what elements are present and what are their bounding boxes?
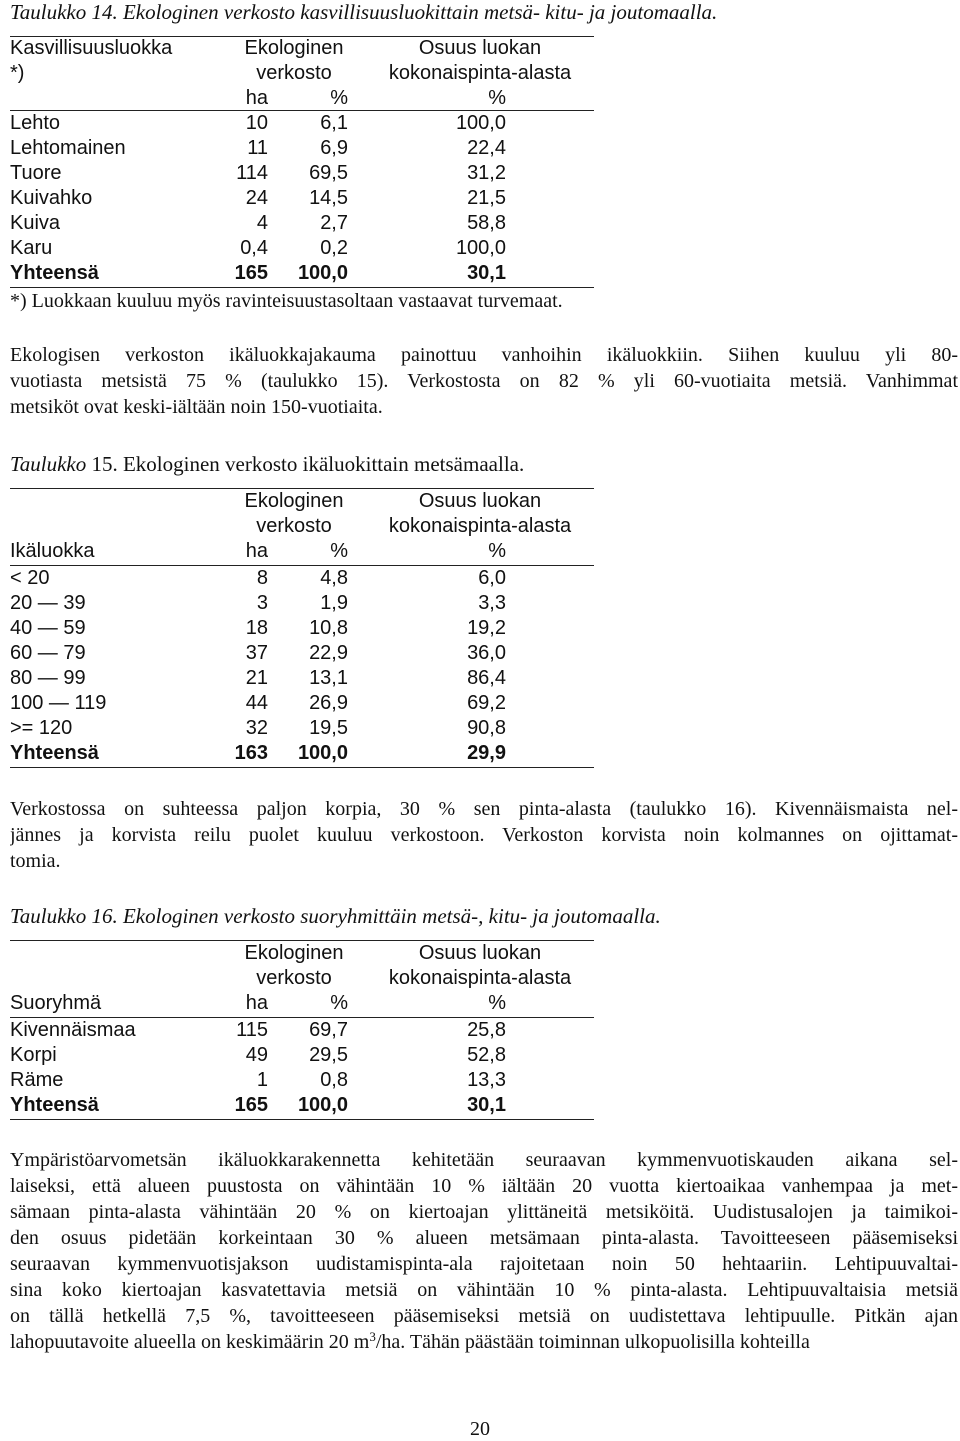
paragraph1-line: vuotiasta metsistä 75 % (taulukko 15). Verkostosta on 82 % yli 60-vuotiaita metsiä. Vanhimmat [10,370,958,392]
table14-cell-ha: 114 [236,162,268,184]
superscript-3: 3 [369,1329,376,1344]
table15-total-ha: 163 [234,742,268,764]
table14-row [10,136,594,161]
table14-caption [10,0,717,24]
table14-row-label: Tuore [10,162,62,184]
table15-osuus-header: Osuus luokan [418,490,542,512]
table15-row-label: 100 — 119 [10,692,107,714]
table15-unit-osuus: % [488,540,506,562]
table14-osuus-header: Osuus luokan [418,37,542,59]
table14-total-pct: 100,0 [297,262,348,284]
table15-row-label: < 20 [10,567,50,589]
table16-cell-osuus: 13,3 [467,1069,506,1091]
table15-row-label: 20 — 39 [10,592,86,614]
table16-cell-osuus: 25,8 [467,1019,506,1041]
paragraph3-line: seuraavan kymmenvuotisjakson uudistamispinta-ala rajoitetaan noin 50 hehtaariin. Lehtipuuvaltai- [10,1253,958,1275]
table15-cell-ha: 37 [245,642,268,664]
table16-row [10,1043,594,1068]
table16-unit-osuus: % [488,992,506,1014]
table15-row [10,641,594,666]
table15-cell-pct: 22,9 [309,642,348,664]
table15-unit-row [10,539,594,564]
table16-caption [10,904,661,928]
table15-caption [10,452,524,476]
table14-cell-osuus: 58,8 [467,212,506,234]
table14-cell-pct: 6,9 [320,137,348,159]
table15-cell-osuus: 86,4 [467,667,506,689]
table15-cell-osuus: 19,2 [467,617,506,639]
page-number: 20 [470,1418,490,1440]
table15-row [10,691,594,716]
table14-cell-osuus: 100,0 [455,112,506,134]
table14-row [10,186,594,211]
table15-row-label: 60 — 79 [10,642,86,664]
paragraph-peatland-share [10,796,958,874]
paragraph3-line: Ympäristöarvometsän ikäluokkarakennetta kehitetään seuraavan kymmenvuotiskauden aikana sel- [10,1149,958,1171]
table14-col0-footnote-mark: *) [10,62,25,84]
table14-cell-ha: 4 [256,212,268,234]
table15-row [10,591,594,616]
table14-cell-ha: 10 [245,112,268,134]
table15-cell-pct: 1,9 [320,592,348,614]
table16-row-label: Kivennäismaa [10,1019,136,1041]
table16-total-ha: 165 [234,1094,268,1116]
table16-label: Taulukko 16. [10,904,118,928]
table16-total-row [10,1093,594,1118]
table15-unit-ha: ha [245,540,268,562]
table16-total-pct: 100,0 [297,1094,348,1116]
table14-bottom-rule [10,287,594,288]
table15 [10,488,594,768]
table14-row [10,211,594,236]
table15-cell-osuus: 69,2 [467,692,506,714]
table16-unit-pct: % [330,992,348,1014]
table14-cell-osuus: 31,2 [467,162,506,184]
table14-cell-osuus: 100,0 [455,237,506,259]
paragraph1-line: Ekologisen verkoston ikäluokkajakauma painottuu vanhoihin ikäluokkiin. Siihen kuuluu yli 80- [10,344,958,366]
paragraph3-last-after: /ha. Tähän päästään toiminnan ulkopuolisilla kohteilla [375,1331,810,1353]
table14-cell-ha: 24 [245,187,268,209]
table15-cell-ha: 8 [256,567,268,589]
table15-total-label: Yhteensä [10,742,99,764]
table16-total-label: Yhteensä [10,1094,99,1116]
table16-header-row2 [10,966,594,991]
table14-row-label: Kuivahko [10,187,93,209]
table15-cell-pct: 13,1 [309,667,348,689]
table16-cell-pct: 0,8 [320,1069,348,1091]
table14-row-label: Kuiva [10,212,61,234]
paragraph3-line: laiseksi, että alueen puustosta on vähintään 10 % iältään 20 vuotta kiertoaikaa vanhempaa ja met- [10,1175,958,1197]
table15-row-label: 80 — 99 [10,667,86,689]
paragraph1-line: metsiköt ovat keski-iältään noin 150-vuotiaita. [10,396,383,418]
table16-cell-pct: 29,5 [309,1044,348,1066]
table15-cell-ha: 18 [245,617,268,639]
paragraph3-last-line [10,1329,958,1355]
table16-eko-header2: verkosto [256,967,332,989]
table15-cell-pct: 19,5 [309,717,348,739]
table16-unit-row [10,991,594,1016]
table16-cell-osuus: 52,8 [467,1044,506,1066]
table14-cell-pct: 14,5 [309,187,348,209]
table15-osuus-header2: kokonaispinta-alasta [388,515,572,537]
table16-unit-ha: ha [245,992,268,1014]
paragraph3-line: sämaan pinta-alasta vähintään 20 % on kiertoajan ylittäneitä metsiköitä. Uudistusalojen ja taimikoi- [10,1201,958,1223]
table14-unit-row [10,86,594,111]
table16-cell-pct: 69,7 [309,1019,348,1041]
table15-cell-osuus: 3,3 [478,592,506,614]
table15-cell-ha: 21 [245,667,268,689]
paragraph3-line: sina koko kiertoajan kasvatettavia metsiä on vähintään 10 % pinta-alasta. Lehtipuuvaltaisia metsiä [10,1279,958,1301]
table16-total-osuus: 30,1 [467,1094,506,1116]
table16-row [10,1018,594,1043]
table14-row-label: Lehto [10,112,61,134]
table14-cell-ha: 0,4 [240,237,268,259]
table16-cell-ha: 1 [256,1069,268,1091]
paragraph-age-distribution [10,342,958,420]
paragraph3-line: den osuus pidetään korkeintaan 30 % alueen metsämaan pinta-alasta. Tavoitteeseen pääsemiseksi [10,1227,958,1249]
table16-col0-header: Suoryhmä [10,992,102,1014]
table14-eko-header2: verkosto [256,62,332,84]
table14-row [10,236,594,261]
table15-cell-ha: 44 [245,692,268,714]
table14-cell-pct: 2,7 [320,212,348,234]
table16-row [10,1068,594,1093]
table14-cell-osuus: 21,5 [467,187,506,209]
table14-cell-ha: 11 [247,137,268,159]
table15-row [10,616,594,641]
table15-row-label: >= 120 [10,717,73,739]
table15-eko-header: Ekologinen [244,490,344,512]
table15-row [10,666,594,691]
table14-header-row1 [10,36,594,61]
table14-row [10,111,594,136]
table16 [10,940,594,1120]
table14-cell-pct: 6,1 [320,112,348,134]
table16-header-row1 [10,941,594,966]
table16-row-label: Räme [10,1069,64,1091]
table15-cell-osuus: 36,0 [467,642,506,664]
table15-header-row2 [10,514,594,539]
table15-cell-osuus: 90,8 [467,717,506,739]
table15-cell-pct: 4,8 [320,567,348,589]
table14-total-label: Yhteensä [10,262,99,284]
table15-label: Taulukko [10,452,87,476]
table16-cell-ha: 115 [236,1019,268,1041]
table14-eko-header: Ekologinen [244,37,344,59]
table16-osuus-header2: kokonaispinta-alasta [388,967,572,989]
table14-footnote: *) Luokkaan kuuluu myös ravinteisuustasoltaan vastaavat turvemaat. [10,290,563,312]
table15-eko-header2: verkosto [256,515,332,537]
table14-col0-header: Kasvillisuusluokka [10,37,173,59]
table15-cell-pct: 10,8 [309,617,348,639]
table15-cell-ha: 3 [256,592,268,614]
table15-cell-pct: 26,9 [309,692,348,714]
table15-header-row1 [10,489,594,514]
paragraph3-last-text: lahopuutavoite alueella on keskimäärin 20 m [10,1331,370,1353]
table16-eko-header: Ekologinen [244,942,344,964]
table16-osuus-header: Osuus luokan [418,942,542,964]
paragraph2-line: Verkostossa on suhteessa paljon korpia, 30 % sen pinta-alasta (taulukko 16). Kivennäismaista nel- [10,798,958,820]
table14-label: Taulukko 14. [10,0,118,24]
table15-title: 15. Ekologinen verkosto ikäluokittain metsämaalla. [91,452,525,476]
table14-total-ha: 165 [234,262,268,284]
table15-cell-ha: 32 [245,717,268,739]
table16-title: Ekologinen verkosto suoryhmittäin metsä-, kitu- ja joutomaalla. [122,904,661,928]
table15-total-osuus: 29,9 [467,742,506,764]
table15-unit-pct: % [330,540,348,562]
table15-row [10,716,594,741]
paragraph2-line: jännes ja korvista reilu puolet kuuluu verkostoon. Verkoston korvista noin kolmannes on ojittamat- [10,824,958,846]
table16-row-label: Korpi [10,1044,57,1066]
table16-bottom-rule [10,1119,594,1120]
table15-cell-osuus: 6,0 [478,567,506,589]
table14 [10,36,594,292]
table16-cell-ha: 49 [245,1044,268,1066]
paragraph3-last-before [10,1329,810,1355]
table14-row [10,161,594,186]
table15-col0-header: Ikäluokka [10,540,95,562]
table14-cell-pct: 69,5 [309,162,348,184]
table14-total-osuus: 30,1 [467,262,506,284]
paragraph3-line: on tällä hetkellä 7,5 %, tavoitteeseen pääsemiseksi metsiä on uudistettava lehtipuulle. Pitkän ajan [10,1305,958,1327]
table15-total-row [10,741,594,766]
table14-header-row2 [10,61,594,86]
table14-total-row [10,261,594,286]
table14-cell-pct: 0,2 [320,237,348,259]
table14-row-label: Lehtomainen [10,137,126,159]
table15-total-pct: 100,0 [297,742,348,764]
table14-row-label: Karu [10,237,53,259]
table15-row-label: 40 — 59 [10,617,86,639]
table14-cell-osuus: 22,4 [467,137,506,159]
table15-row [10,566,594,591]
paragraph2-line: tomia. [10,850,61,872]
table14-osuus-header2: kokonaispinta-alasta [388,62,572,84]
table14-unit-ha: ha [245,87,268,109]
table14-unit-pct: % [330,87,348,109]
paragraph-age-structure-goals [10,1147,958,1355]
table14-unit-osuus: % [488,87,506,109]
table14-title: Ekologinen verkosto kasvillisuusluokittain metsä- kitu- ja joutomaalla. [122,0,718,24]
table15-bottom-rule [10,767,594,768]
